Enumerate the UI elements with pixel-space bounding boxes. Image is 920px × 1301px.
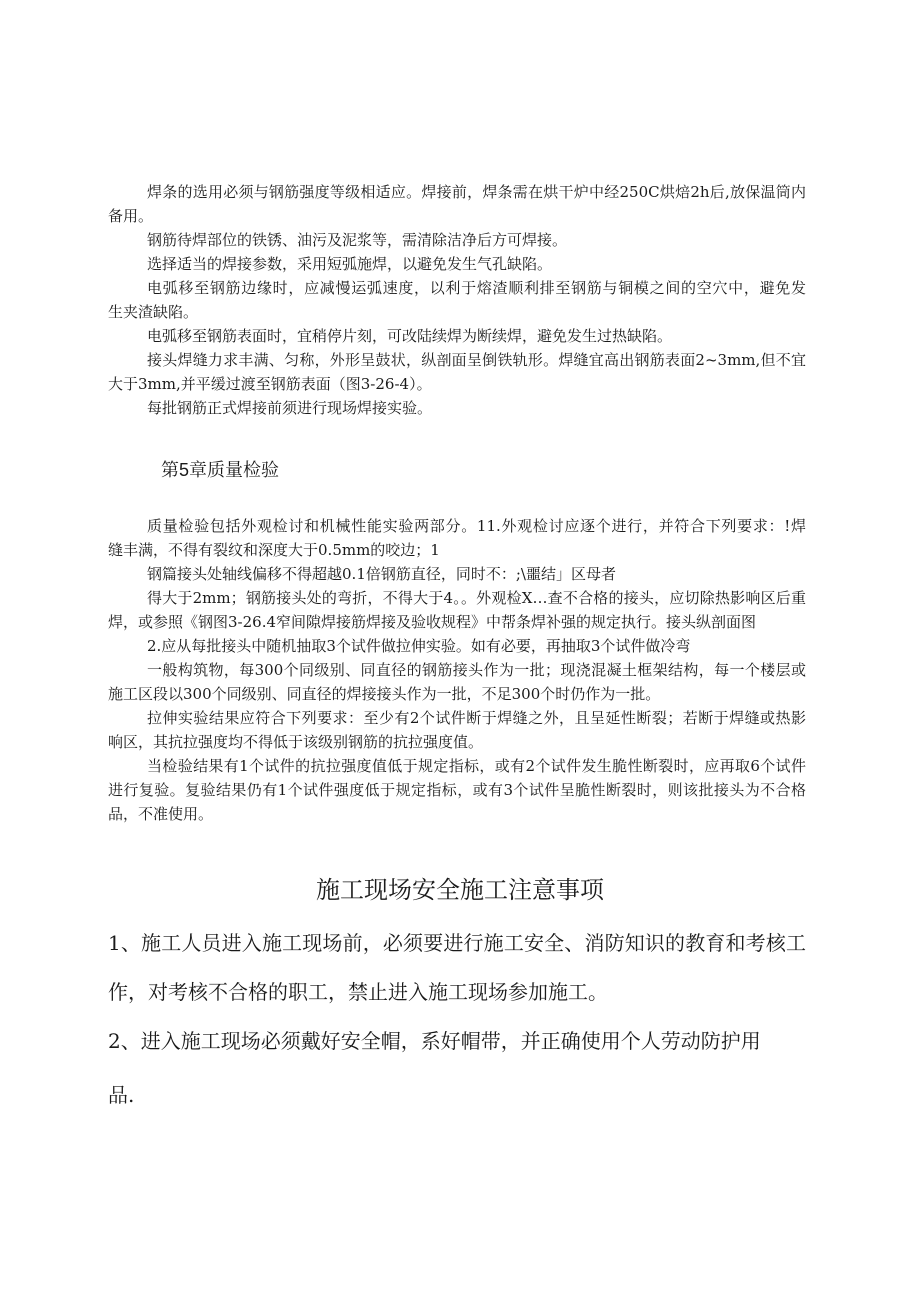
- paragraph-line: 当检验结果有1个试件的抗拉强度值低于规定指标，或有2个试件发生脆性断裂时，应再取6个试件: [147, 757, 806, 775]
- paragraph-line: 质量检验包括外观检讨和机械性能实验两部分。11.外观检讨应逐个进行，并符合下列要求：!焊: [147, 517, 806, 535]
- paragraph: [108, 586, 806, 634]
- safety-item-line: 作，对考核不合格的职工，禁止进入施工现场参加施工。: [108, 980, 608, 1004]
- paragraph: [108, 348, 806, 396]
- paragraph: [108, 180, 806, 228]
- paragraph-line: 电弧移至钢筋边缘时，应减慢运弧速度，以利于熔渣顺利排至钢筋与铜模之间的空穴中，避免发: [147, 279, 806, 297]
- paragraph: [108, 658, 806, 706]
- safety-section-title: 施工现场安全施工注意事项: [316, 876, 604, 904]
- safety-item-line: 1、施工人员进入施工现场前，必须要进行施工安全、消防知识的教育和考核工: [108, 931, 806, 955]
- paragraph: [108, 514, 806, 562]
- paragraph-line: 缝丰满，不得有裂纹和深度大于0.5mm的咬边；1: [108, 541, 440, 559]
- safety-item: [108, 919, 806, 1017]
- paragraph: [108, 228, 806, 252]
- paragraph-line: 备用。: [108, 207, 154, 225]
- quality-inspection-section: [108, 514, 806, 826]
- paragraph: [108, 324, 806, 348]
- paragraph-line: 电弧移至钢筋表面时，宜稍停片刻，可改陆续焊为断续焊，避免发生过热缺陷。: [147, 327, 673, 345]
- paragraph: [108, 634, 806, 658]
- paragraph-line: 一般构筑物，每300个同级别、同直径的钢筋接头作为一批；现浇混凝土框架结构，每一个楼层或: [147, 661, 806, 679]
- paragraph-line: 2.应从每批接头中随机抽取3个试件做拉伸实验。如有必要，再抽取3个试件做冷弯: [147, 637, 691, 655]
- paragraph-line: 品，不准使用。: [108, 805, 214, 823]
- paragraph-line: 每批钢筋正式焊接前须进行现场焊接实验。: [147, 399, 433, 417]
- paragraph-line: 拉伸实验结果应符合下列要求：至少有2个试件断于焊缝之外，且呈延性断裂；若断于焊缝或热影: [147, 709, 806, 727]
- welding-notes-section: [108, 180, 806, 420]
- paragraph-line: 接头焊缝力求丰满、匀称，外形呈鼓状，纵剖面呈倒铁轨形。焊缝宜高出钢筋表面2~3mm,但不宜: [147, 351, 806, 369]
- paragraph-line: 选择适当的焊接参数，采用短弧施焊，以避免发生气孔缺陷。: [147, 255, 553, 273]
- safety-item: [108, 1017, 806, 1120]
- paragraph-line: 焊，或参照《钢图3-26.4窄间隙焊接筋焊接及验收规程》中帮条焊补强的规定执行。接头纵剖面图: [108, 613, 757, 631]
- chapter-heading: 第5章质量检验: [161, 460, 280, 480]
- paragraph-line: 进行复验。复验结果仍有1个试件强度低于规定指标，或有3个试件呈脆性断裂时，则该批接头为不合格: [108, 781, 806, 799]
- paragraph: [108, 276, 806, 324]
- paragraph: [108, 562, 806, 586]
- paragraph-line: 响区，其抗拉强度均不得低于该级别钢筋的抗拉强度值。: [108, 733, 484, 751]
- paragraph-line: 施工区段以300个同级别、同直径的焊接接头作为一批，不足300个时仍作为一批。: [108, 685, 661, 703]
- paragraph-line: 焊条的选用必须与钢筋强度等级相适应。焊接前，焊条需在烘干炉中经250C烘焙2h后,放保温筒内: [147, 183, 806, 201]
- safety-item-line: 2、进入施工现场必须戴好安全帽，系好帽带，并正确使用个人劳动防护用: [108, 1029, 761, 1053]
- paragraph-line: 得大于2mm；钢筋接头处的弯折，不得大于4。。外观检X…查不合格的接头，应切除热影响区后重: [147, 589, 806, 607]
- paragraph: [108, 754, 806, 826]
- paragraph-line: 钢篇接头处轴线偏移不得超越0.1倍钢筋直径，同时不：;\噩结」区母者: [147, 565, 616, 583]
- paragraph-line: 大于3mm,并平缓过渡至钢筋表面（图3-26-4）。: [108, 375, 432, 393]
- paragraph-line: 钢筋待焊部位的铁锈、油污及泥浆等，需清除洁净后方可焊接。: [147, 231, 568, 249]
- safety-item-line: 品.: [108, 1083, 135, 1107]
- paragraph-line: 生夹渣缺陷。: [108, 303, 199, 321]
- paragraph: [108, 396, 806, 420]
- safety-items-section: [108, 919, 806, 1120]
- paragraph: [108, 252, 806, 276]
- paragraph: [108, 706, 806, 754]
